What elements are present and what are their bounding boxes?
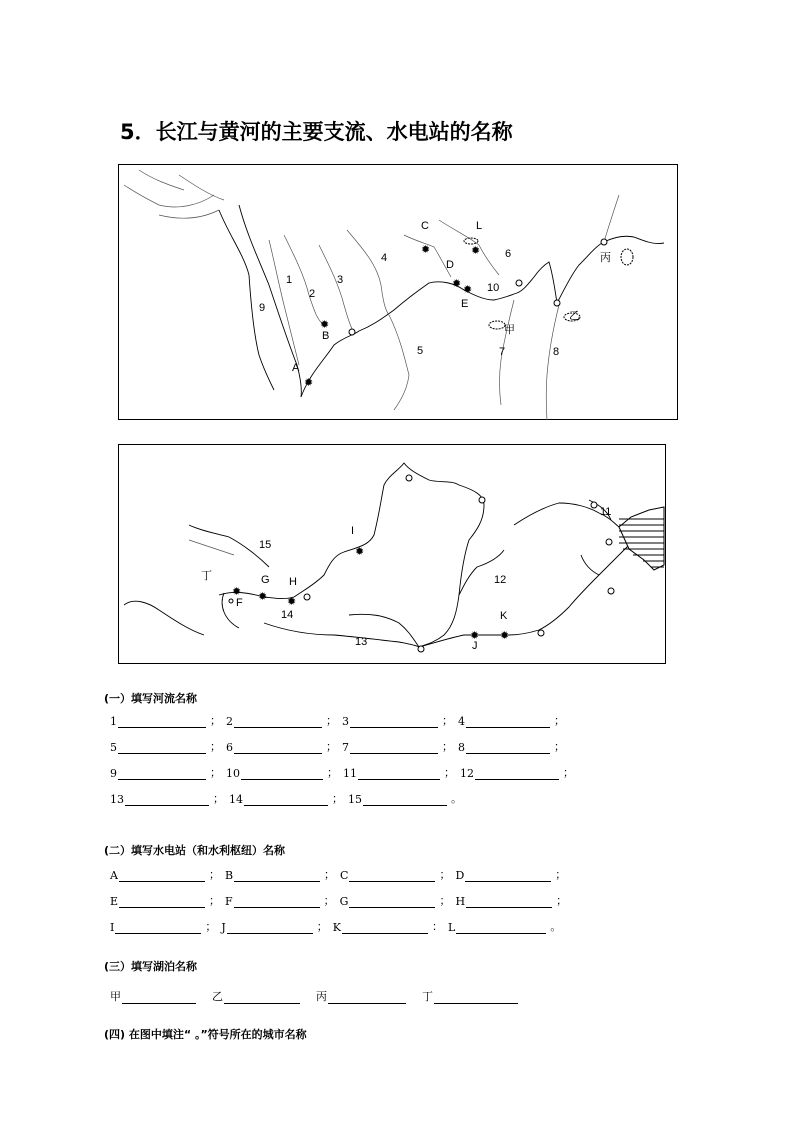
section3-heading: (三）填写湖泊名称 [104,960,198,973]
station-label-k: K [500,610,508,622]
station-label-j: J [472,640,478,652]
station-label-i: I [351,525,355,537]
section1-heading: (一）填写河流名称 [104,692,198,705]
answer-blank[interactable] [119,869,205,882]
answer-blank[interactable] [234,895,320,908]
answer-blank[interactable] [350,715,438,728]
section3-row: 甲 乙 丙 丁 [110,988,518,1004]
station-marker-l: ✹ [471,245,481,257]
section1-row-2: 5 ； 6 ； 7 ； 8 ； [110,740,565,754]
lake-label-ding: 丁 [201,570,212,582]
yangtze-river-lines [124,170,664,420]
answer-blank[interactable] [122,991,196,1004]
map1-labels [259,220,611,374]
station-label-b: B [322,330,330,342]
answer-blank[interactable] [244,793,328,806]
answer-blank[interactable] [466,895,552,908]
lake-jia [489,321,505,329]
station-marker-e: ✹ [463,284,473,296]
river-label-5: 5 [417,345,424,357]
answer-blank[interactable] [465,869,551,882]
answer-blank[interactable] [475,767,559,780]
river-label-7: 7 [499,346,506,358]
answer-blank[interactable] [434,991,518,1004]
station-marker-a: ✹ [304,377,314,389]
answer-blank[interactable] [466,741,550,754]
answer-blank[interactable] [234,715,322,728]
station-marker-b: ✹ [320,319,330,331]
answer-blank[interactable] [349,895,435,908]
river-label-4: 4 [381,252,388,264]
river-label-14: 14 [281,609,294,621]
river-label-9: 9 [259,302,266,314]
answer-blank[interactable] [358,767,440,780]
station-marker-i: ✹ [355,546,365,558]
lake-label-bing: 丙 [600,252,611,264]
answer-blank[interactable] [234,869,320,882]
answer-blank[interactable] [363,793,447,806]
answer-blank[interactable] [234,741,322,754]
sea-area [606,507,664,570]
answer-blank[interactable] [118,715,206,728]
answer-blank[interactable] [342,921,428,934]
answer-blank[interactable] [118,767,206,780]
hydro-stations [232,546,509,642]
answer-blank[interactable] [227,921,313,934]
river-label-3: 3 [337,274,344,286]
section2-heading: (二）填写水电站（和水利枢纽）名称 [104,844,286,857]
station-marker-d: ✹ [452,278,462,290]
station-label-l: L [476,220,483,232]
station-marker-g: ✹ [258,591,268,603]
section4-heading: (四) 在图中填注“ 。”符号所在的城市名称 [104,1028,307,1041]
answer-blank[interactable] [328,991,406,1004]
station-label-d: D [446,259,454,271]
river-label-1: 1 [286,274,293,286]
river-label-10: 10 [487,282,500,294]
answer-blank[interactable] [466,715,550,728]
station-label-f: F [236,597,243,609]
lake-bing [621,249,633,265]
section1-row-4: 13 ； 14 ； 15 。 [110,792,462,806]
city-circles [229,475,614,652]
lake-label-yi: 乙 [569,310,580,322]
answer-blank[interactable] [224,991,300,1004]
yellow-river-map [118,444,666,664]
station-label-c: C [421,220,429,232]
station-label-a: A [292,362,300,374]
lake-l [464,238,478,244]
page-title: 5．长江与黄河的主要支流、水电站的名称 [120,120,513,144]
answer-blank[interactable] [118,741,206,754]
answer-blank[interactable] [456,921,546,934]
answer-blank[interactable] [119,895,205,908]
river-label-8: 8 [553,346,560,358]
station-label-e: E [461,298,469,310]
section1-row-3: 9 ； 10 ； 11 ； 12 ； [110,766,574,780]
answer-blank[interactable] [125,793,209,806]
section2-row-3: I ； J ； K ： L 。 [110,920,562,934]
river-label-11: 11 [600,506,612,518]
river-label-6: 6 [505,248,512,260]
lake-label-jia: 甲 [504,324,515,336]
river-label-15: 15 [259,539,272,551]
section2-row-1: A ； B ； C ； D ； [110,868,567,882]
station-label-h: H [289,576,297,588]
answer-blank[interactable] [241,767,323,780]
station-marker-c: ✹ [421,244,431,256]
station-label-g: G [261,574,270,586]
answer-blank[interactable] [115,921,201,934]
section2-row-2: E ； F ； G ； H ； [110,894,568,908]
station-marker-k: ✹ [500,630,510,642]
yangtze-map [118,164,678,420]
station-marker-j: ✹ [470,630,480,642]
river-label-2: 2 [309,288,316,300]
station-marker-f: ✹ [232,586,242,598]
river-label-12: 12 [494,574,507,586]
river-label-13: 13 [355,636,368,648]
answer-blank[interactable] [349,869,435,882]
yellow-river-lines [124,463,629,647]
station-marker-h: ✹ [287,596,297,608]
answer-blank[interactable] [350,741,438,754]
section1-row-1: 1 ； 2 ； 3 ； 4 ； [110,714,565,728]
